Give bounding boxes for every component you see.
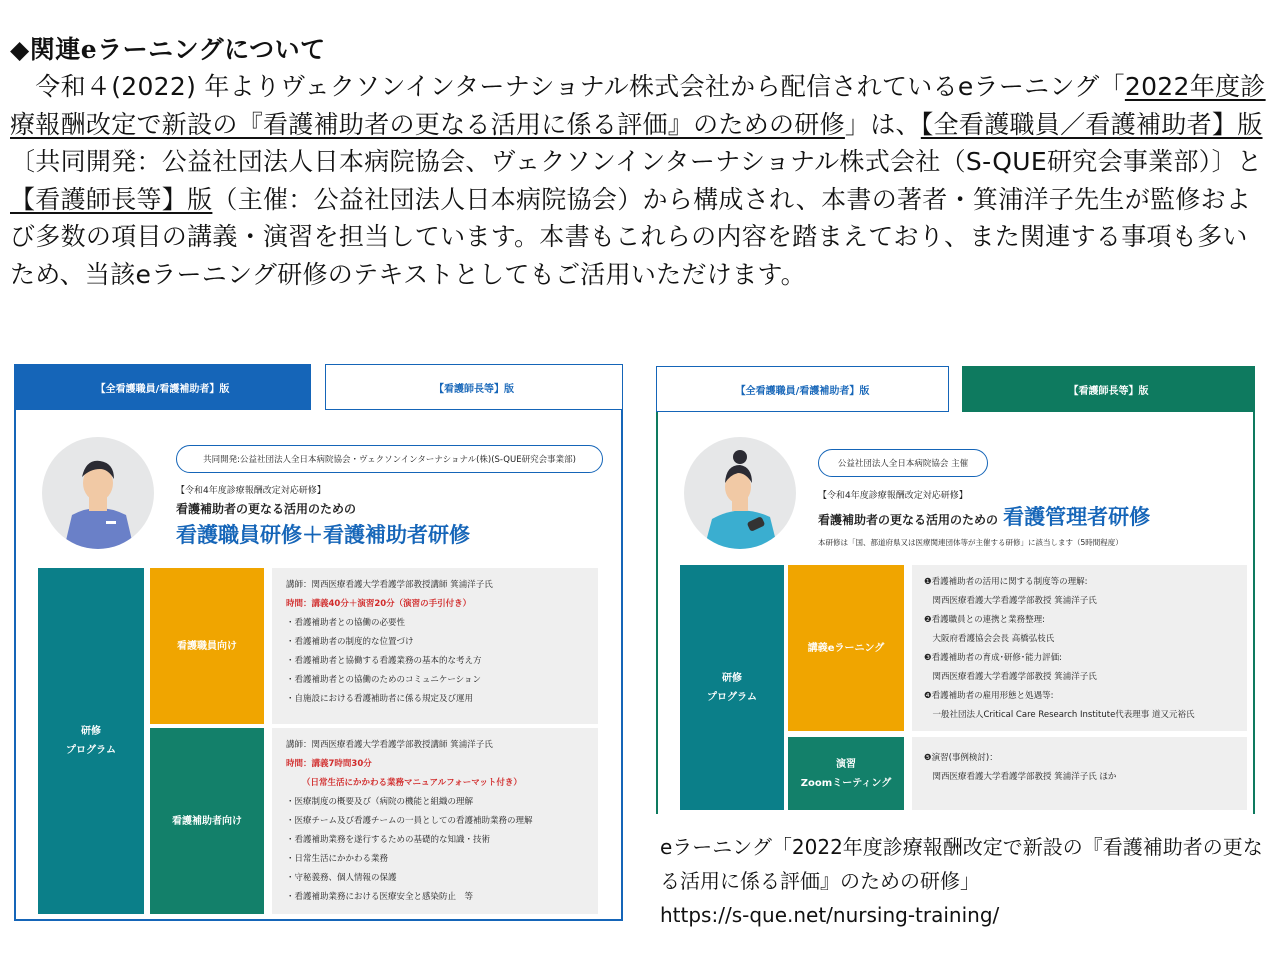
revision-tag: 【令和4年度診療報酬改定対応研修】 — [818, 491, 968, 501]
list-item: ❺演習(事例検討)： — [924, 753, 998, 763]
list-item: ・医療チーム及び看護チームの一員としての看護補助業務の理解 — [286, 816, 533, 826]
program-label-line1: 研修 — [81, 726, 101, 737]
tab-staff-edition[interactable]: 【全看護職員/看護補助者】版 — [656, 366, 949, 412]
co-development-pill: 共同開発:公益社団法人全日本病院協会・ヴェクソンインターナショナル(株)(S-QUE研究会事業部) — [176, 445, 603, 473]
paragraph-text: 〔共同開発：公益社団法人日本病院協会、ヴェクソンインターナショナル株式会社（S-QUE研究会事業部）〕と — [10, 147, 1263, 177]
list-item: 関西医療看護大学看護学部教授 箕浦洋子氏 ほか — [924, 772, 1117, 782]
organizer-pill: 公益社団法人全日本病院協会 主催 — [818, 449, 988, 477]
staff-edition-link: 【全看護職員／看護補助者】版 — [920, 109, 1263, 139]
caption-url[interactable]: https://s-que.net/nursing-training/ — [660, 903, 1000, 927]
nurse-illustration — [684, 437, 796, 549]
list-item: ・日常生活にかかわる業務 — [286, 854, 389, 864]
list-item: 一般社団法人Critical Care Research Institute代表理事 道又元裕氏 — [924, 710, 1195, 720]
tab-staff-edition[interactable]: 【全看護職員/看護補助者】版 — [14, 364, 311, 410]
figure-caption — [660, 830, 1275, 932]
lecturer-line: 講師：関西医療看護大学看護学部教授講師 箕浦洋子氏 — [286, 580, 493, 590]
lecturer-line: 講師：関西医療看護大学看護学部教授講師 箕浦洋子氏 — [286, 740, 493, 750]
list-item: ❷看護職員との連携と業務整理: — [924, 615, 1045, 625]
program-label-line2: プログラム — [707, 691, 757, 703]
list-item: 関西医療看護大学看護学部教授 箕浦洋子氏 — [924, 596, 1097, 606]
panel-subtitle: 看護補助者の更なる活用のための — [818, 513, 999, 527]
paragraph-text: 」は、 — [844, 109, 921, 139]
list-item: ・看護補助業務における医療安全と感染防止 等 — [286, 892, 474, 902]
list-item: ・看護補助者との協働の必要性 — [286, 618, 406, 628]
time-line: 時間：講義40分＋演習20分（演習の手引付き） — [286, 599, 472, 609]
list-item: ・看護補助者の制度的な位置づけ — [286, 637, 414, 647]
assistant-content-box — [272, 728, 598, 914]
list-item: ・看護補助者との協働のためのコミュニケーション — [286, 675, 481, 685]
staff-block: 看護職員向け — [150, 568, 264, 724]
exercise-content-box — [912, 737, 1247, 810]
list-item: ・医療制度の概要及び（病院の機能と組織の理解 — [286, 797, 474, 807]
program-label-block — [38, 568, 144, 914]
staff-content-box — [272, 568, 598, 724]
tab-manager-edition[interactable]: 【看護師長等】版 — [962, 366, 1255, 412]
panel-title: 看護管理者研修 — [1003, 505, 1151, 529]
lecture-block: 講義eラーニング — [788, 565, 904, 731]
program-label-block — [680, 565, 784, 810]
list-item: ・守秘義務、個人情報の保護 — [286, 873, 397, 883]
time-line: 時間：講義7時間30分 — [286, 759, 372, 769]
paragraph-text: （主催：公益社団法人日本病院協会）から構成され、本書の著者・箕浦洋子先生が監修および多数の項目の講義・演習を担当しています。本書もこれらの内容を踏まえており、また関連する事項も多いため、当該eラーニング研修のテキストとしてもご活用いただけます。 — [10, 184, 1252, 289]
time-note: （日常生活にかかわる業務マニュアルフォーマット付き） — [302, 778, 522, 788]
list-item: ・看護補助業務を遂行するための基礎的な知識・技術 — [286, 835, 491, 845]
eligibility-note: 本研修は「国、都道府県又は医療関連団体等が主催する研修」に該当します（5時間程度） — [818, 538, 1123, 547]
panel-title: 看護職員研修＋看護補助者研修 — [176, 523, 470, 547]
revision-tag: 【令和4年度診療報酬改定対応研修】 — [176, 486, 326, 496]
list-item: ・自施設における看護補助者に係る規定及び運用 — [286, 694, 474, 704]
list-item: ❹看護補助者の雇用形態と処遇等: — [924, 691, 1054, 701]
panel-frame — [656, 412, 1255, 814]
staff-edition-panel — [14, 364, 623, 921]
assistant-block: 看護補助者向け — [150, 728, 264, 914]
zoom-label: Zoomミーティング — [800, 777, 892, 789]
list-item: 大阪府看護協会会長 高橋弘枝氏 — [924, 634, 1055, 644]
program-label-line1: 研修 — [722, 672, 742, 684]
panel-frame — [14, 410, 623, 921]
panel-title-row — [818, 501, 1150, 531]
manager-edition-link: 【看護師長等】版 — [10, 184, 213, 214]
list-item: ❶看護補助者の活用に関する制度等の理解: — [924, 577, 1088, 587]
list-item: ❸看護補助者の育成･研修･能力評価: — [924, 653, 1062, 663]
intro-paragraph — [10, 68, 1272, 294]
course-title-link: 2022年度診療報酬改定で新設の『看護補助者の更なる活用に係る評価』のための研修 — [10, 72, 1266, 139]
exercise-label: 演習 — [836, 758, 856, 770]
manager-edition-panel — [656, 366, 1255, 814]
panel-subtitle: 看護補助者の更なる活用のための — [176, 502, 357, 516]
program-label-line2: プログラム — [66, 745, 116, 756]
lecture-content-box — [912, 565, 1247, 731]
male-staff-illustration — [42, 437, 154, 549]
section-heading: ◆関連eラーニングについて — [10, 35, 326, 64]
list-item: ・看護補助者と協働する看護業務の基本的な考え方 — [286, 656, 482, 666]
list-item: 関西医療看護大学看護学部教授 箕浦洋子氏 — [924, 672, 1097, 682]
paragraph-text: 令和４(2022) 年よりヴェクソンインターナショナル株式会社から配信されているeラーニング「 — [10, 72, 1125, 101]
tab-manager-edition[interactable]: 【看護師長等】版 — [325, 364, 623, 410]
caption-title: eラーニング「2022年度診療報酬改定で新設の『看護補助者の更なる活用に係る評価』のための研修」 — [660, 835, 1263, 893]
exercise-block — [788, 737, 904, 810]
